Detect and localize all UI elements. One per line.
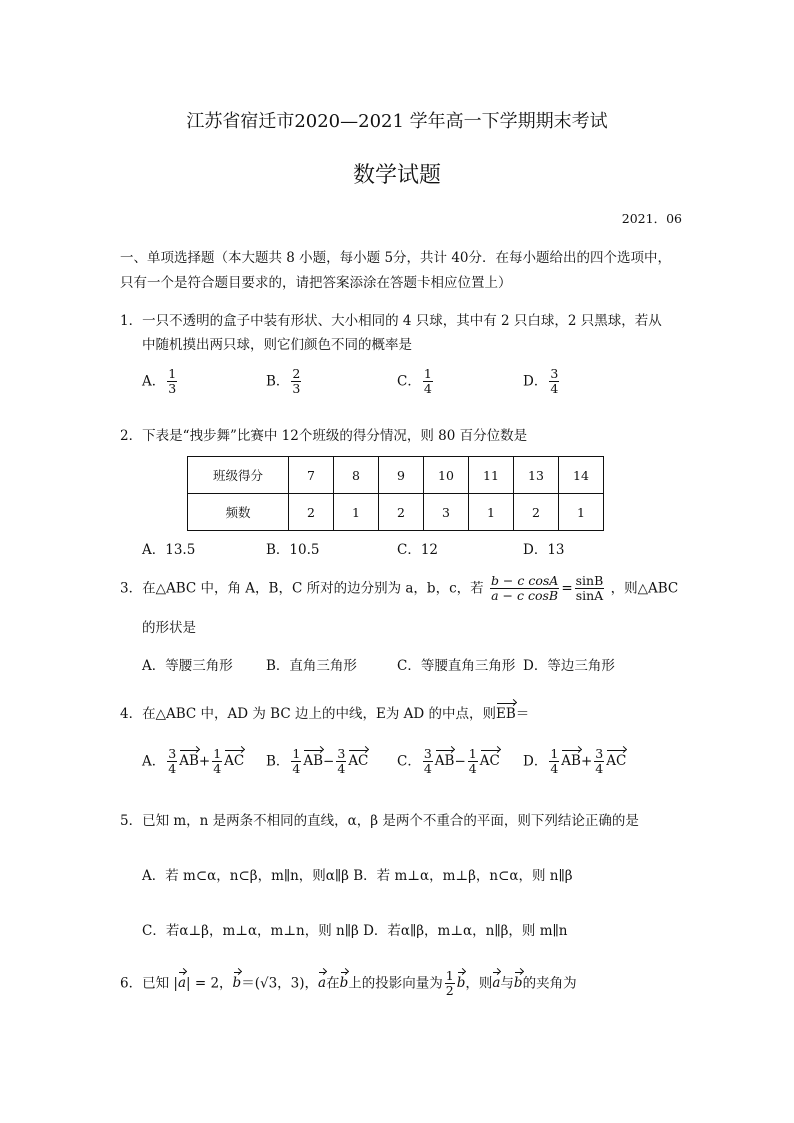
q4-option-d-vector2: AC (606, 753, 627, 770)
q4-option-c-coef1-num: 3 (423, 746, 432, 761)
q1-option-d-numerator: 3 (550, 366, 559, 381)
q4-option-a-operator: + (198, 753, 211, 770)
q4-option-b-coef2 (336, 747, 346, 777)
q4-option-d-coef1-den: 4 (550, 761, 559, 777)
q1-option-d-label: D． (523, 373, 548, 390)
q6-fraction-den: 2 (445, 983, 454, 999)
q4-option-c-operator: − (454, 753, 466, 770)
q3-fraction-left-denominator: a − c cosB (491, 588, 559, 604)
q6-text-1: 6．已知 | (120, 975, 178, 992)
q4-option-d-coef2-den: 4 (595, 761, 604, 777)
section-heading-line2: 只有一个是符合题目要求的，请把答案添涂在答题卡相应位置上） (120, 275, 512, 291)
q4-option-c-coef1 (423, 747, 433, 777)
q1-option-a-denominator: 3 (168, 381, 177, 397)
q3-fraction-right (575, 574, 605, 604)
q6-text-7: 与 (500, 975, 514, 992)
q1-option-c-denominator: 4 (423, 381, 432, 397)
q4-option-a-coef2-den: 4 (213, 761, 222, 777)
q4-option-c-label: C． (397, 753, 421, 770)
q6-vector-a-3: a (492, 975, 501, 992)
q3-fraction-right-numerator: sinB (575, 573, 604, 588)
q4-option-b-label: B． (266, 753, 290, 770)
q4-option-d-coef2-num: 3 (595, 746, 604, 761)
q3-fraction-left-numerator: b − c cosA (490, 573, 559, 588)
q5-options-ab: A．若 m⊂α，n⊂β，m∥n，则α∥β B．若 m⊥α，m⊥β，n⊂α，则 n∥β (142, 868, 573, 884)
q4-option-b-coef2-num: 3 (337, 746, 346, 761)
q4-option-a (142, 747, 244, 777)
q4-option-c-vector1: AB (434, 753, 455, 770)
frequency-cell: 3 (424, 494, 469, 531)
q4-option-a-coef1-den: 4 (168, 761, 177, 777)
q5-stem: 5．已知 m，n 是两条不相同的直线，α，β 是两个不重合的平面，则下列结论正确的是 (120, 813, 639, 829)
frequency-cell: 1 (469, 494, 514, 531)
q4-option-b (266, 747, 368, 777)
q1-option-a-fraction (167, 367, 177, 397)
q4-option-d-operator: + (580, 753, 593, 770)
score-cell: 11 (469, 457, 514, 494)
score-row (188, 457, 604, 494)
frequency-cell: 1 (334, 494, 379, 531)
q1-option-b-fraction (291, 367, 301, 397)
q1-stem-line2: 中随机摸出两只球，则它们颜色不同的概率是 (142, 337, 412, 353)
q1-option-c (397, 367, 435, 397)
q4-option-a-vector1: AB (179, 753, 199, 770)
section-heading-line1: 一、单项选择题（本大题共 8 小题，每小题 5分，共计 40分．在每小题给出的四个选项中， (120, 250, 672, 266)
q4-option-b-operator: − (323, 753, 335, 770)
q3-stem-pre: 3．在△ABC 中，角 A，B，C 所对的边分别为 a，b，c，若 (120, 580, 484, 597)
q4-option-c-coef2 (468, 747, 478, 777)
q6-vector-b-4: b (513, 975, 523, 992)
q4-option-c (397, 747, 500, 777)
q4-option-c-vector2: AC (479, 753, 500, 770)
q2-option-d: D．13 (523, 542, 565, 558)
q6-text-2: | = 2， (186, 975, 233, 992)
q4-option-a-label: A． (142, 753, 166, 770)
q4-option-a-coef2-num: 1 (213, 746, 222, 761)
q1-option-c-label: C． (397, 373, 421, 390)
q4-option-d-coef1 (549, 747, 559, 777)
frequency-row (188, 494, 604, 531)
q4-stem (120, 702, 529, 722)
q3-stem-post: ，则△ABC (610, 580, 679, 597)
q3-stem-line1 (120, 574, 678, 604)
q6-text-3: ＝(√3，3)， (241, 975, 319, 992)
q1-option-d (523, 367, 561, 397)
q1-option-b-numerator: 2 (292, 366, 301, 381)
q2-option-b: B．10.5 (266, 542, 320, 558)
q1-option-b-label: B． (266, 373, 290, 390)
q4-option-a-coef1-num: 3 (168, 746, 177, 761)
q3-option-d: D．等边三角形 (523, 658, 615, 674)
q6-vector-b-3: b (456, 975, 466, 992)
score-cell: 9 (379, 457, 424, 494)
score-table (187, 456, 604, 531)
q4-option-c-coef1-den: 4 (423, 761, 432, 777)
q3-fraction-left (490, 574, 559, 604)
q2-stem: 2．下表是“拽步舞”比赛中 12个班级的得分情况，则 80 百分位数是 (120, 428, 528, 444)
score-cell: 8 (334, 457, 379, 494)
q6-fraction (445, 969, 455, 999)
score-cell: 14 (559, 457, 604, 494)
frequency-cell: 2 (289, 494, 334, 531)
frequency-row-header: 频数 (188, 494, 289, 531)
q4-option-d-coef1-num: 1 (550, 746, 559, 761)
q4-option-a-coef2 (212, 747, 222, 777)
score-row-header: 班级得分 (188, 457, 289, 494)
score-cell: 10 (424, 457, 469, 494)
q1-option-d-fraction (549, 367, 559, 397)
q4-option-c-coef2-num: 1 (468, 746, 477, 761)
q1-option-a-numerator: 1 (168, 366, 177, 381)
exam-subtitle: 数学试题 (352, 163, 441, 188)
q1-option-b-denominator: 3 (292, 381, 301, 397)
score-cell: 13 (514, 457, 559, 494)
q4-stem-text: 4．在△ABC 中，AD 为 BC 边上的中线，E为 AD 的中点，则 (120, 706, 496, 722)
exam-title: 江苏省宿迁市2020—2021 学年高一下学期期末考试 (186, 111, 608, 132)
q4-option-c-coef2-den: 4 (468, 761, 477, 777)
score-cell: 7 (289, 457, 334, 494)
q4-stem-end: ＝ (515, 706, 530, 722)
q4-option-b-coef1-den: 4 (292, 761, 301, 777)
q4-option-d-label: D． (523, 753, 548, 770)
q4-option-d-coef2 (594, 747, 604, 777)
q2-option-c: C．12 (397, 542, 439, 558)
q6-text-6: ，则 (465, 975, 493, 992)
q3-stem-line2: 的形状是 (142, 620, 196, 636)
q4-option-a-vector2: AC (224, 753, 245, 770)
q4-option-a-coef1 (167, 747, 177, 777)
q6-stem (120, 969, 577, 999)
q4-option-b-coef1-num: 1 (292, 746, 301, 761)
q3-option-c: C．等腰直角三角形 (397, 658, 516, 674)
q4-option-d (523, 747, 626, 777)
q1-option-c-numerator: 1 (423, 366, 432, 381)
q3-option-a: A．等腰三角形 (142, 658, 233, 674)
exam-date: 2021．06 (621, 211, 682, 226)
q6-vector-b: b (232, 975, 242, 992)
q6-vector-b-2: b (339, 975, 349, 992)
q4-option-b-coef2-den: 4 (337, 761, 346, 777)
q6-vector-a-2: a (318, 975, 327, 992)
frequency-cell: 2 (379, 494, 424, 531)
q1-option-d-denominator: 4 (550, 381, 559, 397)
q4-option-b-coef1 (291, 747, 301, 777)
q1-option-a-label: A． (142, 373, 166, 390)
q3-fraction-right-denominator: sinA (575, 588, 604, 604)
q6-vector-a: a (177, 975, 186, 992)
q1-option-b (266, 367, 303, 397)
q6-text-5: 上的投影向量为 (348, 975, 443, 992)
q4-option-b-vector1: AB (303, 753, 324, 770)
q1-stem-line1: 1．一只不透明的盒子中装有形状、大小相同的 4 只球，其中有 2 只白球，2 只黑球，若从 (120, 313, 662, 329)
q4-option-b-vector2: AC (348, 753, 369, 770)
q5-options-cd: C．若α⊥β，m⊥α，m⊥n，则 n∥β D．若α∥β，m⊥α，n∥β，则 m∥n (142, 923, 568, 939)
q2-option-a: A．13.5 (142, 542, 196, 558)
q4-option-d-vector1: AB (561, 753, 581, 770)
frequency-cell: 1 (559, 494, 604, 531)
q1-option-c-fraction (423, 367, 433, 397)
q6-text-4: 在 (326, 975, 340, 992)
q6-text-8: 的夹角为 (522, 975, 577, 992)
q6-fraction-num: 1 (445, 968, 454, 983)
q4-vector-eb: EB (495, 706, 516, 722)
frequency-cell: 2 (514, 494, 559, 531)
q3-equals: = (561, 580, 573, 597)
q1-option-a (142, 367, 179, 397)
q3-option-b: B．直角三角形 (266, 658, 357, 674)
